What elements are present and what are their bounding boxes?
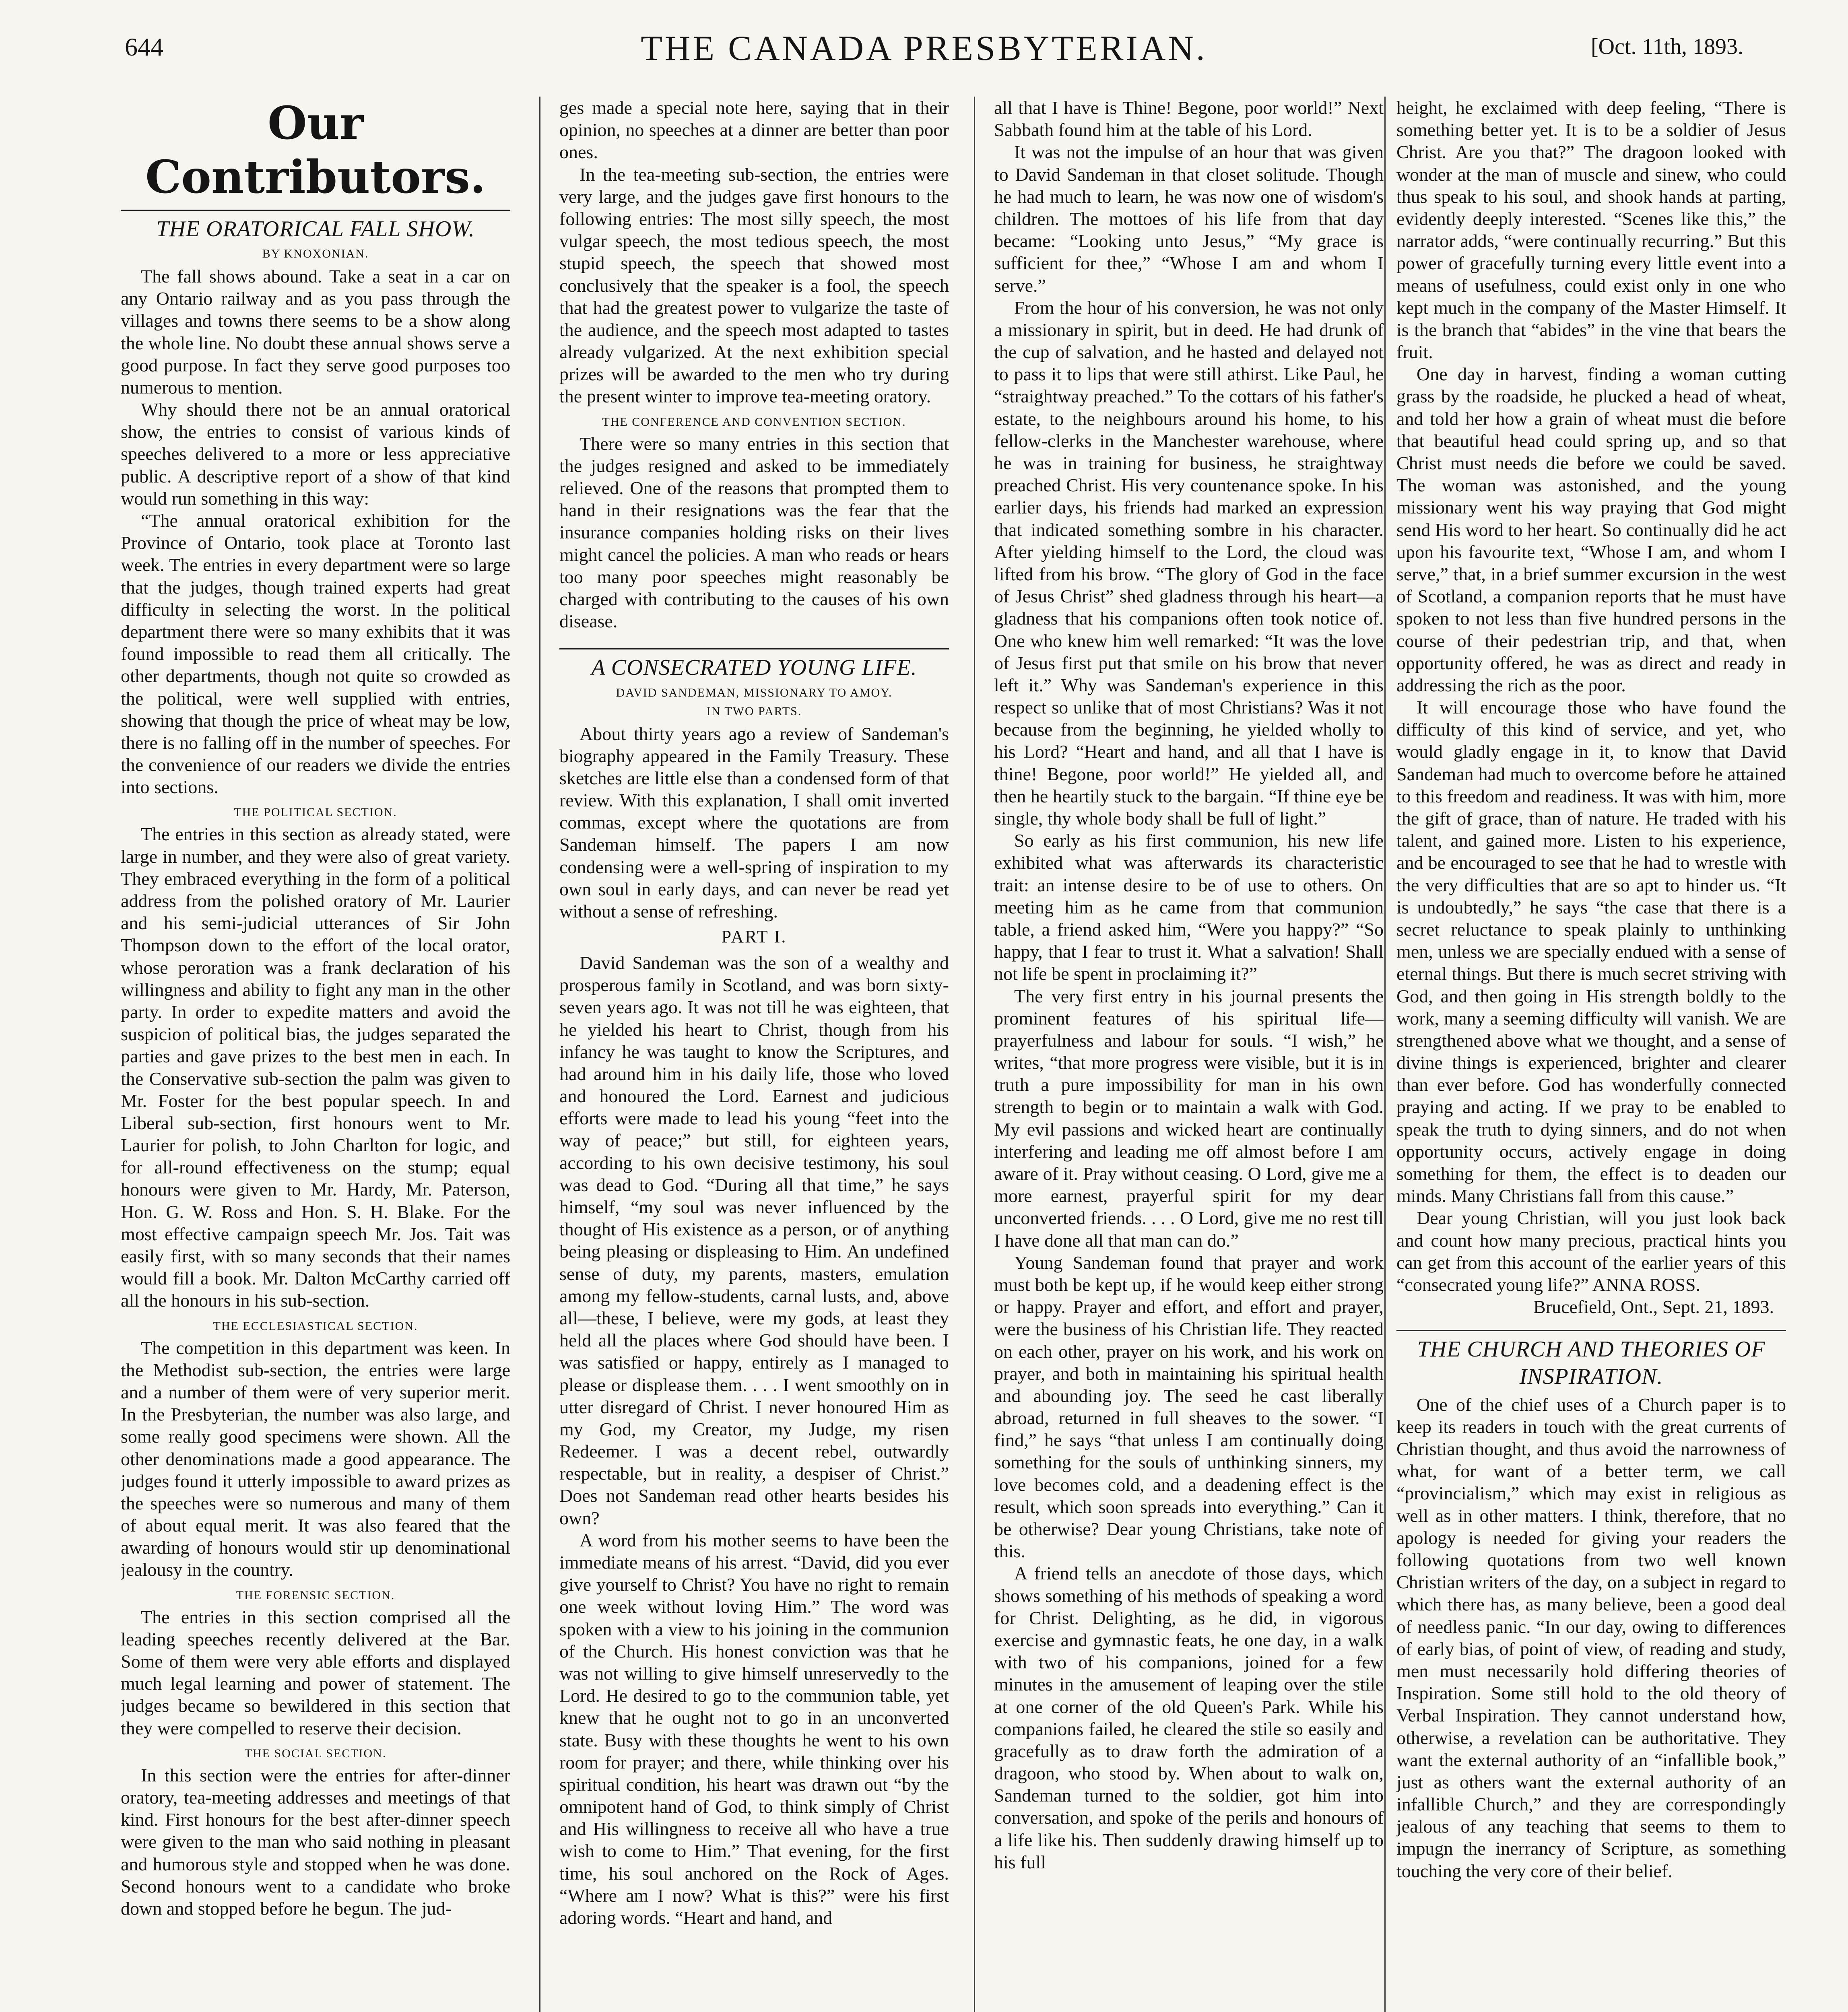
- subsection-heading: THE CONFERENCE AND CONVENTION SECTION.: [602, 415, 906, 429]
- column-rule: [974, 97, 975, 2012]
- article-title: THE ORATORICAL FALL SHOW.: [156, 216, 475, 241]
- newspaper-title: THE CANADA PRESBYTERIAN.: [641, 29, 1207, 68]
- paragraph: There were so many entries in this section that the judges resigned and asked to be immediately relieved. One of the reasons that prompted them to hand in their resignations was the fear that the insurance companies holding risks on their lives might cancel the policies. A man who reads or hears too many poor speeches might reasonably be charged with contributing to the causes of his own disease.: [559, 433, 949, 632]
- masthead: [0, 28, 1848, 85]
- signature-line: Brucefield, Ont., Sept. 21, 1893.: [1533, 1297, 1774, 1317]
- paragraph: The fall shows abound. Take a seat in a car on any Ontario railway and as you pass through the villages and towns there seems to be a show along the whole line. No doubt these annual shows serve a good purpose. In fact they serve good purposes too numerous to mention.: [121, 266, 510, 398]
- paragraph: Young Sandeman found that prayer and work must both be kept up, if he would keep either strong or happy. Prayer and effort, and effort and prayer, were the business of his Christian life. They reacted on each other, prayer on his work, and his work on prayer, and both in maintaining his spiritual health and abounding joy. The seed he cast liberally abroad, returned in full sheaves to the sower. “I find,” he says “that unless I am continually doing something for the souls of unthinking sinners, my love becomes cold, and a deadening effect is the result, which soon spreads into everything.” Can it be otherwise? Dear young Christians, take note of this.: [994, 1252, 1384, 1562]
- column-rule: [539, 97, 540, 2012]
- paragraph: About thirty years ago a review of Sandeman's biography appeared in the Family Treasury. These sketches are little else than a condensed form of that review. With this explanation, I shall omit inverted commas, except where the quotations are from Sandeman himself. The papers I am now condensing were a well-spring of inspiration to my own soul in early days, and can never be read yet without a sense of refreshing.: [559, 723, 949, 921]
- divider: [559, 648, 949, 649]
- paragraph: The entries in this section as already stated, were large in number, and they were also of great variety. They embraced everything in the form of a political address from the polished oratory of Mr. Laurier and his semi-judicial utterances of Sir John Thompson down to the effort of the local orator, whose peroration was a frank declaration of his willingness and ability to fight any man in the other party. In order to expedite matters and avoid the suspicion of political bias, the judges separated the parties and gave prizes to the best men in each. In the Conservative sub-section the palm was given to Mr. Foster for the best popular speech. In and Liberal sub-section, first honours went to Mr. Laurier for polish, to John Charlton for logic, and for all-round effectiveness on the stump; equal honours were given to Mr. Hardy, Mr. Paterson, Hon. G. W. Ross and Hon. S. H. Blake. For the most effective campaign speech Mr. Jos. Tait was easily first, with so many seconds that their names would fill a book. Mr. Dalton McCarthy carried off all the honours in his sub-section.: [121, 824, 510, 1311]
- column-3: [994, 97, 1384, 2012]
- paragraph: So early as his first communion, his new life exhibited what was afterwards its characteristic trait: an intense desire to be of use to others. On meeting him as he came from that communion table, a friend asked him, “Were you happy?” “So happy, that I fear to trust it. What a salvation! Shall not life be spent in proclaiming it?”: [994, 830, 1384, 984]
- paragraph: all that I have is Thine! Begone, poor world!” Next Sabbath found him at the table of his Lord.: [994, 97, 1384, 140]
- paragraph: In the tea-meeting sub-section, the entries were very large, and the judges gave first honours to the following entries: The most silly speech, the most vulgar speech, the most tedious speech, the most stupid speech, the speech that showed most conclusively that the speaker is a fool, the speech that had the greatest power to vulgarize the taste of the audience, and the speech most adapted to tastes already vulgarized. At the next exhibition special prizes will be awarded to the men who try during the present winter to improve tea-meeting oratory.: [559, 164, 949, 407]
- subsection-heading: THE ECCLESIASTICAL SECTION.: [213, 1319, 418, 1333]
- article-title: A CONSECRATED YOUNG LIFE.: [591, 655, 917, 680]
- paragraph: In this section were the entries for after-dinner oratory, tea-meeting addresses and meetings of that kind. First honours for the best after-dinner speech were given to the man who said nothing in pleasant and humorous style and stopped when he was done. Second honours went to a candidate who broke down and stopped before he begun. The jud-: [121, 1765, 510, 1919]
- part-heading: PART I.: [721, 927, 787, 947]
- paragraph: David Sandeman was the son of a wealthy and prosperous family in Scotland, and was born sixty-seven years ago. It was not till he was eighteen, that he yielded his heart to Christ, though from his infancy he was taught to know the Scriptures, and had around him in his daily life, those who loved and honoured the Lord. Earnest and judicious efforts were made to lead his young “feet into the way of peace;” but still, for eighteen years, according to his own decisive testimony, his soul was dead to God. “During all that time,” he says himself, “my soul was never influenced by the thought of His existence as a person, or of anything being pleasing or displeasing to Him. An undefined sense of duty, my parents, masters, emulation among my fellow-students, carnal lusts, and, above all—these, I believe, were my gods, at least they held all the places where God should have been. I was satisfied or happy, entirely as I managed to please or displease them. . . . I went smoothly on in utter disregard of Christ. I never honoured Him as my God, my Creator, my Judge, my risen Redeemer. I was a decent rebel, outwardly respectable, but in reality, a despiser of Christ.” Does not Sandeman read other hearts besides his own?: [559, 952, 949, 1528]
- paragraph: The very first entry in his journal presents the prominent features of his spiritual life—prayerfulness and labour for souls. “I wish,” he writes, “that more progress were visible, but it is in truth a pure impossibility for man in his own strength to begin or to maintain a walk with God. My evil passions and wicked heart are continually interfering and leading me off almost before I am aware of it. Pray without ceasing. O Lord, give me a more earnest, prayerful spirit for my dear unconverted friends. . . . O Lord, give me no rest till I have done all that man can do.”: [994, 985, 1384, 1251]
- subsection-heading: THE SOCIAL SECTION.: [244, 1746, 387, 1760]
- divider: [1396, 1330, 1786, 1331]
- paragraph: It will encourage those who have found the difficulty of this kind of service, and yet, who would gladly engage in it, to know that David Sandeman had much to overcome before he attained to this freedom and readiness. It was with him, more the gift of grace, than of nature. He traded with his talent, and gained more. Listen to his experience, and be encouraged to see that he had to wrestle with the very difficulties that are so apt to hinder us. “It is undoubtedly,” he says “the case that there is a secret reluctance to speak plainly to unthinking men, unless we are specially endued with a sense of eternal things. But there is much secret striving with God, and then going in His strength boldly to the work, many a seeming difficulty will vanish. We are strengthened above what we thought, and a sense of divine things is experienced, brighter and clearer than ever before. God has wonderfully connected praying and acting. If we pray to be enabled to speak the truth to dying sinners, and do not when opportunity occurs, actively engage in doing something for them, the effect is to deaden our minds. Many Christians fall from this cause.”: [1396, 697, 1786, 1206]
- paragraph: “The annual oratorical exhibition for the Province of Ontario, took place at Toronto last week. The entries in every department were so large that the judges, though trained experts had great difficulty in selecting the worst. In the political department there were so many exhibits that it was found impossible to read them all critically. The other departments, though not quite so crowded as the political, were well supplied with entries, showing that though the price of wheat may be low, there is no falling off in the number of speeches. For the convenience of our readers we divide the entries into sections.: [121, 510, 510, 798]
- article-title: THE CHURCH AND THEORIES OF INSPIRATION.: [1417, 1337, 1766, 1389]
- subsection-heading: THE POLITICAL SECTION.: [234, 806, 397, 819]
- paragraph: height, he exclaimed with deep feeling, “There is something better yet. It is to be a soldier of Jesus Christ. Are you that?” The dragoon looked with wonder at the man of muscle and sinew, who could thus speak to his soul, and shook hands at parting, evidently deeply interested. “Scenes like this,” the narrator adds, “were continually recurring.” But this power of gracefully turning every little event into a means of usefulness, could exist only in one who kept much in the company of the Master Himself. It is the branch that “abides” in the vine that bears the fruit.: [1396, 97, 1786, 363]
- divider: [121, 210, 510, 211]
- column-1: [121, 97, 510, 2012]
- paragraph: The competition in this department was keen. In the Methodist sub-section, the entries were large and a number of them were of very superior merit. In the Presbyterian, the number was also large, and some really good specimens were shown. All the other denominations made a good appearance. The judges found it utterly impossible to award prizes as the speeches were so numerous and many of them of about equal merit. It was also feared that the awarding of honours would stir up denominational jealousy in the country.: [121, 1337, 510, 1580]
- section-heading: Our Contributors.: [145, 97, 486, 204]
- column-rule: [1384, 97, 1386, 2012]
- paragraph: From the hour of his conversion, he was not only a missionary in spirit, but in deed. He had drunk of the cup of salvation, and he hasted and delayed not to pass it to lips that were still athirst. Like Paul, he “straightway preached.” To the cottars of his father's estate, to the neighbours around his home, to his fellow-clerks in the Manchester warehouse, where he was in training for business, he straightway preached Christ. His very countenance spoke. In his earlier days, his friends had marked an expression that indicated something sombre in his character. After yielding himself to the Lord, the cloud was lifted from his brow. “The glory of God in the face of Jesus Christ” shed gladness through his heart—a gladness that his companions often took notice of. One who knew him well remarked: “It was the love of Jesus first put that smile on his brow that never left it.” Why was Sandeman's experience in this respect so unlike that of most Christians? Was it not because from the beginning, he yielded wholly to his Lord? “Heart and hand, and all that I have is thine! Begone, poor world!” He yielded all, and then he heartily stuck to the bargain. “If thine eye be single, thy whole body shall be full of light.”: [994, 297, 1384, 829]
- subsection-heading: THE FORENSIC SECTION.: [236, 1588, 395, 1602]
- paragraph: ges made a special note here, saying that in their opinion, no speeches at a dinner are better than poor ones.: [559, 97, 949, 163]
- paragraph: A word from his mother seems to have been the immediate means of his arrest. “David, did you ever give yourself to Christ? You have no right to remain one week without loving Him.” The word was spoken with a view to his joining in the communion of the Church. His honest conviction was that he was not willing to give himself unreservedly to the Lord. He desired to go to the communion table, yet knew that he ought not to go in an unconverted state. Busy with these thoughts he went to his own room for prayer; and there, while thinking over his spiritual condition, his heart was drawn out “by the omnipotent hand of God, to think simply of Christ and His willingness to receive all who have a true wish to come to Him.” That evening, for the first time, his soul anchored on the Rock of Ages. “Where am I now? What is this?” were his first adoring words. “Heart and hand, and: [559, 1530, 949, 1928]
- paragraph: One of the chief uses of a Church paper is to keep its readers in touch with the great currents of Christian thought, and thus avoid the narrowness of what, for want of a better term, we call “provincialism,” which may exist in religious as well as in other matters. I think, therefore, that no apology is needed for giving your readers the following quotations from two well known Christian writers of the day, on a subject in regard to which there has, as many believe, been a good deal of needless panic. “In our day, owing to differences of early bias, of point of view, of reading and study, men must necessarily hold differing theories of Inspiration. Some still hold to the old theory of Verbal Inspiration. They cannot understand how, otherwise, a revelation can be authoritative. They want the external authority of an “infallible book,” just as others want the external authority of an infallible Church,” and they are correspondingly jealous of any teaching that seems to them to impugn the inerrancy of Scripture, as something touching the very core of their belief.: [1396, 1394, 1786, 1881]
- paragraph: A friend tells an anecdote of those days, which shows something of his methods of speaking a word for Christ. Delighting, as he did, in vigorous exercise and gymnastic feats, he one day, in a walk with two of his companions, joined for a few minutes in the amusement of leaping over the stile at one corner of the old Queen's Park. While his companions failed, he cleared the stile so easily and gracefully as to draw forth the admiration of a dragoon, who stood by. When about to walk on, Sandeman turned to the soldier, got him into conversation, and spoke of the perils and honours of a life like his. Then suddenly drawing himself up to his full: [994, 1563, 1384, 1872]
- column-4: [1396, 97, 1786, 2012]
- paragraph: It was not the impulse of an hour that was given to David Sandeman in that closet solitude. Though he had much to learn, he was now one of wisdom's children. The mottoes of his life from that day became: “Looking unto Jesus,” “My grace is sufficient for thee,” “Whose I am and whom I serve.”: [994, 142, 1384, 296]
- paragraph: One day in harvest, finding a woman cutting grass by the roadside, he plucked a head of wheat, and told her how a grain of wheat must die before that beautiful head could spring up, and so that Christ must needs die before we could be saved. The woman was astonished, and the young missionary went his way praying that God might send His word to her heart. So continually did he act upon his favourite text, “Whose I am, and whom I serve,” that, in a brief summer excursion in the west of Scotland, a companion reports that he must have spoken to not less than five hundred persons in the course of their pedestrian trip, and that, when opportunity offered, he was as direct and ready in addressing the rich as the poor.: [1396, 364, 1786, 695]
- issue-date: [Oct. 11th, 1893.: [1591, 34, 1743, 59]
- paragraph: The entries in this section comprised all the leading speeches recently delivered at the Bar. Some of them were very able efforts and displayed much legal learning and power of statement. The judges became so bewildered in this section that they were compelled to reserve their decision.: [121, 1606, 510, 1738]
- page-number: 644: [125, 33, 163, 61]
- byline: BY KNOXONIAN.: [262, 247, 369, 260]
- article-subtitle: IN TWO PARTS.: [706, 704, 802, 718]
- article-subtitle: DAVID SANDEMAN, MISSIONARY TO AMOY.: [616, 686, 893, 699]
- paragraph: Dear young Christian, will you just look back and count how many precious, practical hints you can get from this account of the earlier years of this “consecrated young life?” ANNA ROSS.: [1396, 1208, 1786, 1295]
- paragraph: Why should there not be an annual oratorical show, the entries to consist of various kinds of speeches delivered to a more or less appreciative public. A descriptive report of a show of that kind would run something in this way:: [121, 399, 510, 509]
- column-2: [559, 97, 949, 2012]
